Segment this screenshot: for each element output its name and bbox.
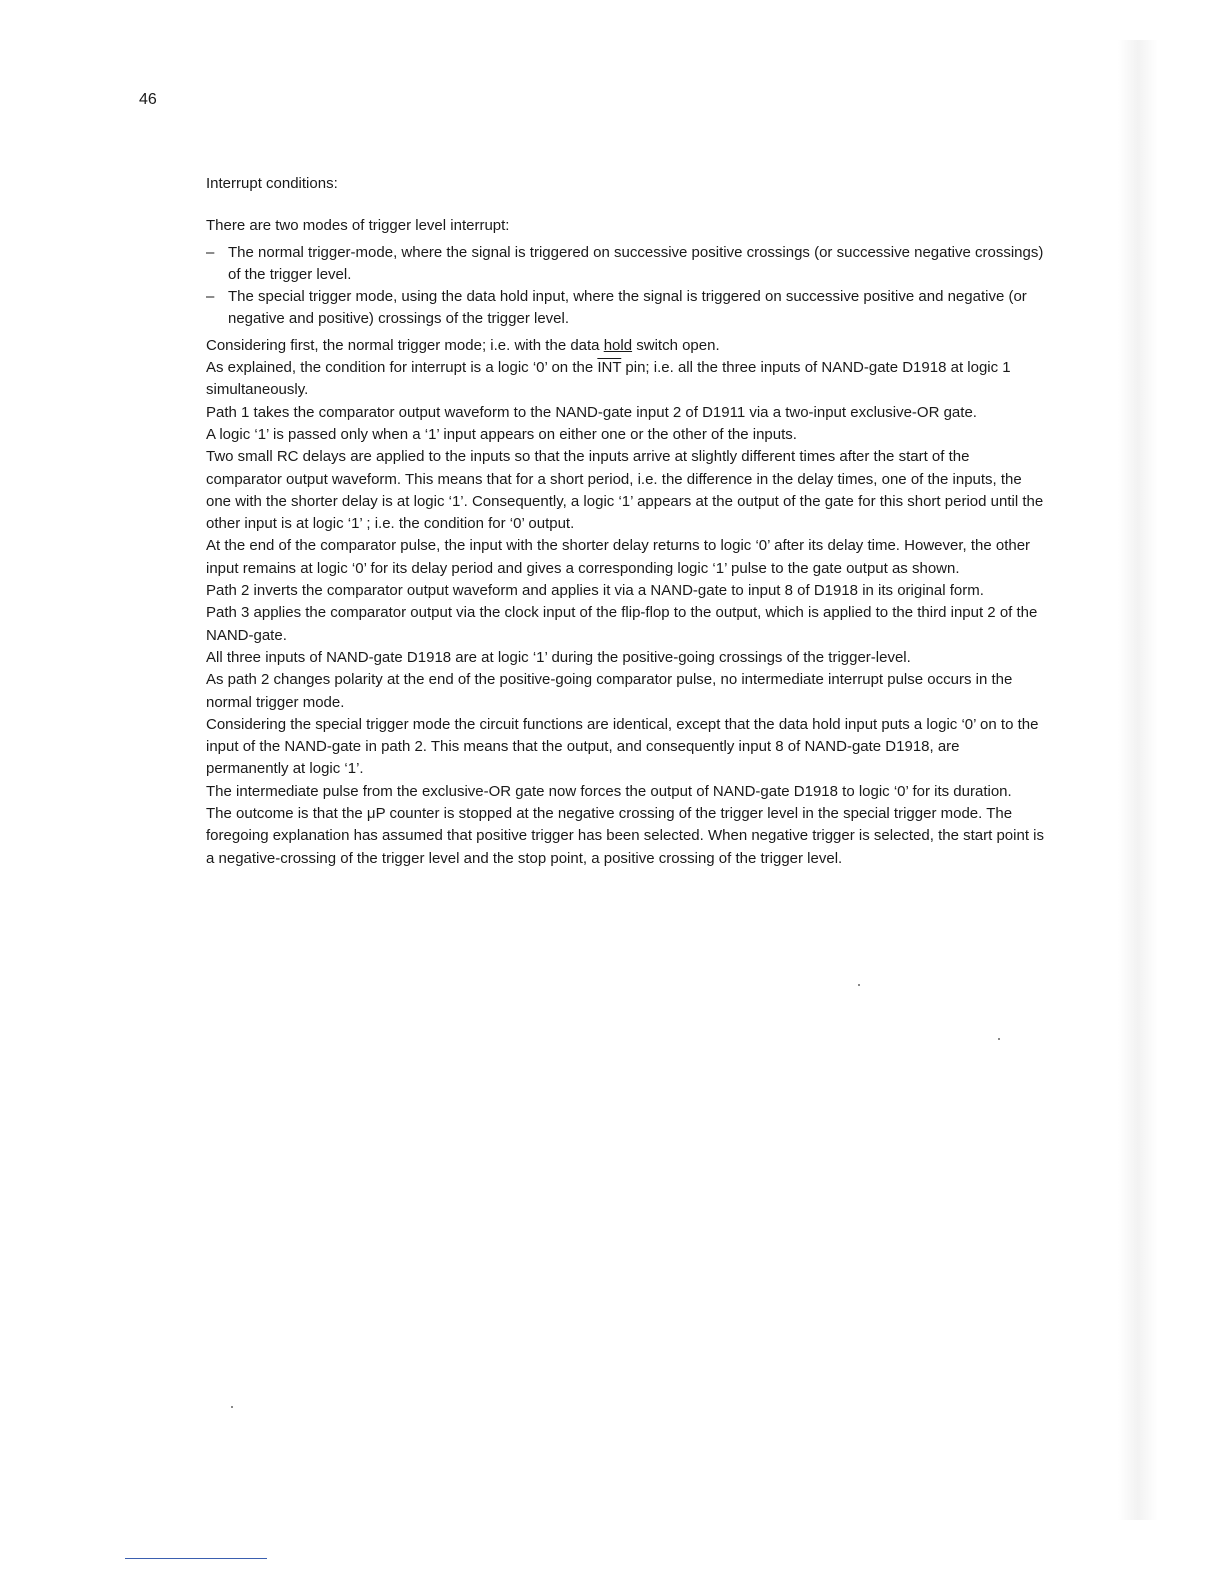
section-heading: Interrupt conditions: (206, 175, 338, 192)
intro-paragraph: There are two modes of trigger level interrupt: (206, 217, 510, 235)
paragraph-polarity: As path 2 changes polarity at the end of the positive-going comparator pulse, no intermediate interrupt pulse occurs in the normal trigger mode. (206, 671, 1013, 711)
trigger-mode-list (206, 242, 1046, 331)
text-run: switch open. (632, 336, 720, 354)
paragraph-interrupt-condition (206, 357, 1046, 402)
list-item (206, 286, 1046, 331)
list-item-text: The normal trigger-mode, where the signal is triggered on successive positive crossings (or successive negative crossings) of the trigger level. (228, 243, 1044, 283)
paragraph-path-1: Path 1 takes the comparator output waveform to the NAND-gate input 2 of D1911 via a two-input exclusive-OR gate. (206, 403, 977, 421)
scan-speck (231, 1406, 233, 1408)
bullet-dash: – (206, 243, 215, 261)
paragraph-all-inputs: All three inputs of NAND-gate D1918 are at logic ‘1’ during the positive-going crossings of the trigger-level. (206, 648, 911, 666)
scan-edge-shadow (1118, 40, 1158, 1520)
text-run: Considering first, the normal trigger mode; i.e. with the data (206, 336, 604, 354)
paragraph-pulse-end: At the end of the comparator pulse, the input with the shorter delay returns to logic ‘0’ after its delay time. However, the other input remains at logic ‘0’ for its delay period and gives a corresponding logic ‘1’ pulse to the gate output as shown. (206, 537, 1031, 577)
paragraph-intermediate-pulse: The intermediate pulse from the exclusive-OR gate now forces the output of NAND-gate D1918 to logic ‘0’ for its duration. (206, 782, 1012, 800)
scan-speck (858, 984, 860, 986)
paragraph-special-mode: Considering the special trigger mode the circuit functions are identical, except that the data hold input puts a logic ‘0’ on to the input of the NAND-gate in path 2. This means that the output, and consequently input 8 of NAND-gate D1918, are permanently at logic ‘1’. (206, 715, 1039, 778)
paragraph-outcome: The outcome is that the μP counter is stopped at the negative crossing of the trigger level in the special trigger mode. The foregoing explanation has assumed that positive trigger has been selected. When negative trigger is selected, the start point is a negative-crossing of the trigger level and the stop point, a positive crossing of the trigger level. (206, 805, 1044, 867)
text-run: As explained, the condition for interrupt is a logic ‘0’ on the (206, 359, 598, 377)
paragraph-normal-mode (206, 335, 1046, 357)
scan-speck (998, 1038, 1000, 1040)
paragraph-path-3: Path 3 applies the comparator output via the clock input of the flip-flop to the output, which is applied to the third input 2 of the NAND-gate. (206, 604, 1038, 644)
bullet-dash: – (206, 288, 215, 306)
text-run: pin; i.e. all the three inputs of NAND-gate D1918 at logic 1 simultaneously. (206, 359, 1011, 399)
paragraph-rc-delays: Two small RC delays are applied to the inputs so that the inputs arrive at slightly different times after the start of the comparator output waveform. This means that for a short period, i.e. the difference in the delay times, one of the inputs, the one with the shorter delay is at logic ‘1’. Consequently, a logic ‘1’ appears at the output of the gate for this short period until the other input is at logic ‘1’ ; i.e. the condition for ‘0’ output. (206, 448, 1044, 533)
page-number: 46 (139, 91, 157, 108)
paragraph-path-2: Path 2 inverts the comparator output waveform and applies it via a NAND-gate to input 8 of D1918 in its original form. (206, 582, 984, 600)
document-body (206, 173, 1046, 870)
list-item-text: The special trigger mode, using the data hold input, where the signal is triggered on successive positive and negative (or negative and positive) crossings of the trigger level. (228, 288, 1027, 328)
footnote-rule (125, 1558, 267, 1559)
paragraph-logic-pass: A logic ‘1’ is passed only when a ‘1’ input appears on either one or the other of the inputs. (206, 425, 797, 443)
hold-text: hold (603, 336, 633, 354)
list-item (206, 242, 1046, 287)
int-pin-label: $\overline{INT}$ (597, 359, 622, 377)
